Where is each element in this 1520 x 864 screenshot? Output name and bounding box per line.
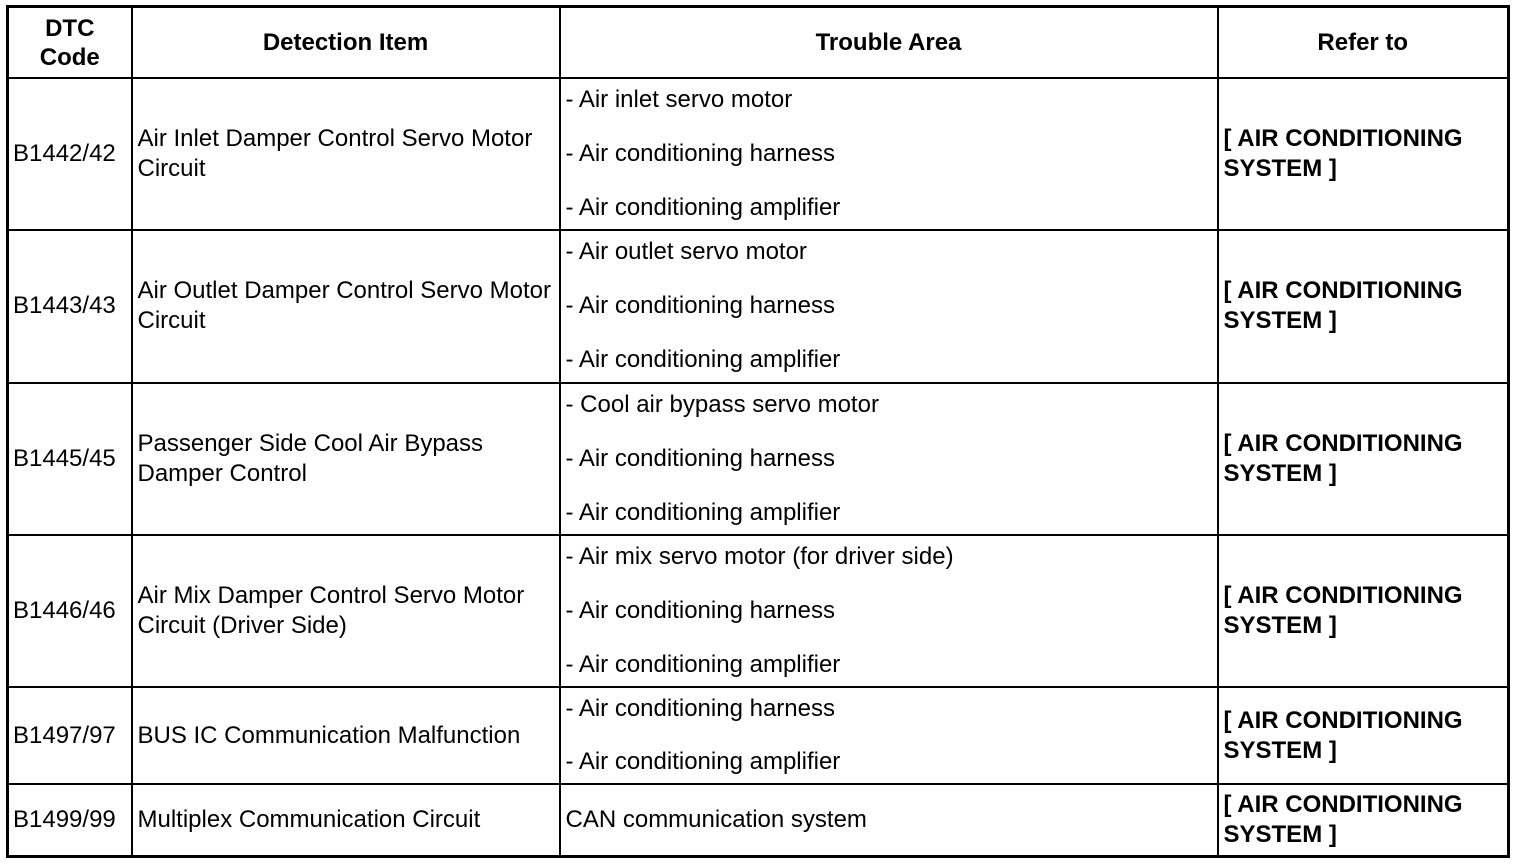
trouble-area-cell <box>560 78 1218 230</box>
trouble-area-cell <box>560 535 1218 687</box>
trouble-area-cell <box>560 784 1218 856</box>
detection-item-cell: Multiplex Communication Circuit <box>132 784 560 856</box>
dtc-code-cell: B1445/45 <box>8 383 132 535</box>
detection-item-cell: BUS IC Communication Malfunction <box>132 687 560 784</box>
header-refer-to: Refer to <box>1218 7 1509 79</box>
trouble-area-line: - Air conditioning amplifier <box>565 498 841 526</box>
trouble-area-line: - Air mix servo motor (for driver side) <box>565 542 954 570</box>
refer-to-cell: [ AIR CONDITIONING SYSTEM ] <box>1218 687 1509 784</box>
trouble-area-cell <box>560 230 1218 382</box>
header-dtc-code-label: DTC Code <box>39 14 100 71</box>
trouble-area-line: - Air conditioning harness <box>565 140 835 168</box>
trouble-area-cell <box>560 687 1218 784</box>
table-row <box>8 78 1509 230</box>
table-row <box>8 784 1509 856</box>
dtc-code-cell: B1443/43 <box>8 230 132 382</box>
trouble-area-line: - Air conditioning harness <box>565 695 835 723</box>
header-detection-item: Detection Item <box>132 7 560 79</box>
refer-to-cell: [ AIR CONDITIONING SYSTEM ] <box>1218 383 1509 535</box>
trouble-area-line: CAN communication system <box>565 806 867 834</box>
trouble-area-line: - Air conditioning amplifier <box>565 650 841 678</box>
header-row <box>8 7 1509 79</box>
trouble-area-cell <box>560 383 1218 535</box>
detection-item-cell: Air Outlet Damper Control Servo Motor Circuit <box>132 230 560 382</box>
refer-to-cell: [ AIR CONDITIONING SYSTEM ] <box>1218 535 1509 687</box>
trouble-area-line: - Air inlet servo motor <box>565 86 793 114</box>
refer-to-cell: [ AIR CONDITIONING SYSTEM ] <box>1218 78 1509 230</box>
dtc-table <box>6 5 1510 858</box>
trouble-area-line: - Air outlet servo motor <box>565 238 807 266</box>
refer-to-cell: [ AIR CONDITIONING SYSTEM ] <box>1218 784 1509 856</box>
detection-item-cell: Air Mix Damper Control Servo Motor Circuit (Driver Side) <box>132 535 560 687</box>
header-dtc-code <box>8 7 132 79</box>
header-trouble-area: Trouble Area <box>560 7 1218 79</box>
refer-to-cell: [ AIR CONDITIONING SYSTEM ] <box>1218 230 1509 382</box>
detection-item-cell: Passenger Side Cool Air Bypass Damper Control <box>132 383 560 535</box>
table-row <box>8 687 1509 784</box>
table-row <box>8 535 1509 687</box>
table-row <box>8 383 1509 535</box>
trouble-area-line: - Cool air bypass servo motor <box>565 390 879 418</box>
trouble-area-line: - Air conditioning harness <box>565 596 835 624</box>
dtc-code-cell: B1442/42 <box>8 78 132 230</box>
trouble-area-line: - Air conditioning harness <box>565 292 835 320</box>
dtc-code-cell: B1497/97 <box>8 687 132 784</box>
trouble-area-line: - Air conditioning amplifier <box>565 194 841 222</box>
trouble-area-line: - Air conditioning amplifier <box>565 346 841 374</box>
trouble-area-line: - Air conditioning amplifier <box>565 748 841 776</box>
dtc-code-cell: B1499/99 <box>8 784 132 856</box>
trouble-area-line: - Air conditioning harness <box>565 444 835 472</box>
dtc-code-cell: B1446/46 <box>8 535 132 687</box>
detection-item-cell: Air Inlet Damper Control Servo Motor Circuit <box>132 78 560 230</box>
table-row <box>8 230 1509 382</box>
